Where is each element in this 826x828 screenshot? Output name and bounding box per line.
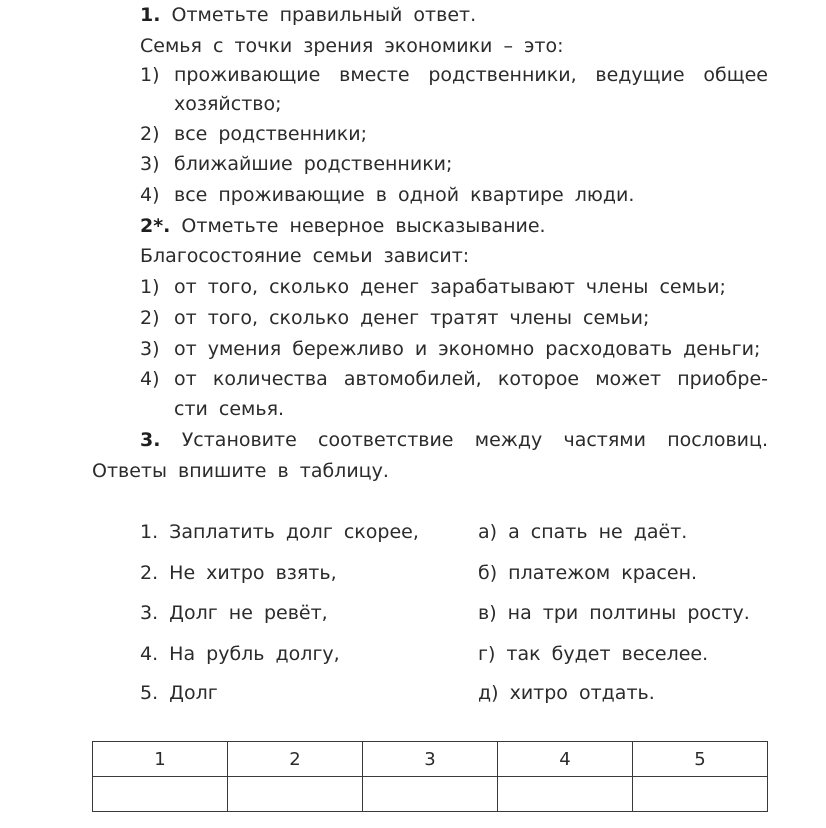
question-2-intro: Благосостояние семьи зависит: (140, 245, 470, 267)
answer-cell[interactable] (93, 777, 228, 812)
answer-table-input-row (93, 777, 768, 812)
answer-table-header-row (93, 742, 768, 777)
answer-table-header-cell: 4 (498, 742, 633, 777)
proverb-beginning: 5. Долг (140, 682, 218, 704)
proverb-beginning: 4. На рубль долгу, (140, 643, 340, 665)
option-number: 2) (140, 307, 160, 329)
answer-table (92, 741, 768, 812)
proverb-beginning: 1. Заплатить долг скорее, (140, 521, 419, 543)
option-text: от того, сколько денег тратят члены семьи; (174, 307, 650, 329)
proverb-ending: а) а спать не даёт. (478, 521, 688, 543)
option-number: 3) (140, 338, 160, 360)
question-1-number: 1. (140, 4, 161, 26)
proverb-ending: в) на три полтины росту. (478, 602, 750, 624)
proverb-ending: г) так будет веселее. (478, 643, 709, 665)
option-text-continued: хозяйство; (174, 93, 282, 115)
option-number: 4) (140, 368, 160, 390)
answer-cell[interactable] (498, 777, 633, 812)
answer-table-header-cell: 3 (363, 742, 498, 777)
option-text-continued: сти семья. (174, 398, 285, 420)
option-text: проживающие вместе родственники, ведущие общее (174, 64, 768, 86)
question-1-intro: Семья с точки зрения экономики – это: (140, 35, 564, 57)
answer-table-header-cell: 5 (633, 742, 768, 777)
option-text: все родственники; (174, 123, 368, 145)
proverb-beginning: 2. Не хитро взять, (140, 562, 337, 584)
question-1-prompt: Отметьте правильный ответ. (171, 4, 477, 26)
question-2-prompt: Отметьте неверное высказывание. (181, 215, 546, 237)
proverb-ending: д) хитро отдать. (478, 682, 655, 704)
proverb-beginning: 3. Долг не ревёт, (140, 602, 328, 624)
option-number: 2) (140, 123, 160, 145)
option-text: все проживающие в одной квартире люди. (174, 184, 635, 206)
option-number: 3) (140, 153, 160, 175)
option-text: от количества автомобилей, которое может приобре- (174, 368, 768, 390)
proverb-ending: б) платежом красен. (478, 562, 698, 584)
option-number: 4) (140, 184, 160, 206)
answer-cell[interactable] (633, 777, 768, 812)
question-3-prompt-continued: Ответы впишите в таблицу. (92, 460, 389, 482)
question-2-number: 2*. (140, 215, 171, 237)
answer-cell[interactable] (228, 777, 363, 812)
question-2-heading (140, 211, 546, 241)
answer-table-header-cell: 2 (228, 742, 363, 777)
question-3-number: 3. (140, 429, 161, 451)
question-1-heading (140, 0, 476, 30)
answer-table-header-cell: 1 (93, 742, 228, 777)
option-text: ближайшие родственники; (174, 153, 453, 175)
option-text: от того, сколько денег зарабатывают члены семьи; (174, 276, 726, 298)
question-3-heading (140, 425, 768, 455)
option-text: от умения бережливо и экономно расходовать деньги; (174, 338, 761, 360)
option-number: 1) (140, 64, 160, 86)
option-number: 1) (140, 276, 160, 298)
answer-cell[interactable] (363, 777, 498, 812)
question-3-prompt: Установите соответствие между частями пословиц. (181, 429, 768, 451)
